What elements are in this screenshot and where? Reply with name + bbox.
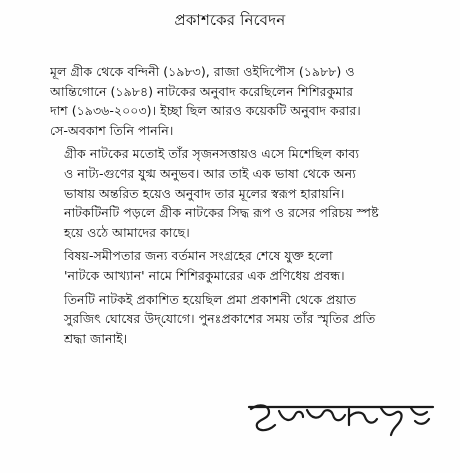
page-title: প্রকাশকের নিবেদন [174,11,286,29]
text-line: ভাষায় অন্তরিত হয়েও অনুবাদ তার মূলের স্বরূপ হারায়নি। [64,185,345,201]
paragraph-2 [50,144,435,242]
text-line: বিষয়-সমীপতার জন্য বর্তমান সংগ্রহের শেষে যুক্ত হলো [64,248,333,264]
paragraph-3 [50,246,435,285]
paragraph-1 [50,62,435,140]
text-line: সুরজিৎ ঘোষের উদ্‌যোগে। পুনঃপ্রকাশের সময় তাঁর স্মৃতির প্রতি [64,311,376,327]
text-line: 'নাটকে আখ্যান' নামে শিশিরকুমারের এক প্রণিধেয় প্রবন্ধ। [64,267,345,283]
text-line: দাশ (১৯৩৬-২০০৩)। ইচ্ছা ছিল আরও কয়েকটি অনুবাদ করার। [50,103,361,119]
signature [245,395,440,443]
text-line: তিনটি নাটকই প্রকাশিত হয়েছিল প্রমা প্রকাশনী থেকে প্রয়াত [64,291,357,307]
text-line: গ্রীক নাটকের মতোই তাঁর সৃজনসত্তায়ও এসে মিশেছিল কাব্য [64,146,360,162]
text-line: শ্রদ্ধা জানাই। [64,330,128,346]
paragraph-4 [50,290,435,349]
text-line: মূল গ্রীক থেকে বন্দিনী (১৯৮৩), রাজা ওইদিপৌস (১৯৮৮) ও [50,64,355,79]
text-line: নাটকটিনটি পড়লে গ্রীক নাটকের সিদ্ধ রূপ ও রসের পরিচয় স্পষ্ট [64,205,379,221]
text-line: আন্তিগোনে (১৯৮৪) নাটকের অনুবাদ করেছিলেন শিশিরকুমার [50,83,353,99]
text-line: ও নাট্য-গুণের যুগ্ম অনুভব। আর তাই এক ভাষা থেকে অন্য [64,165,356,181]
text-line: সে-অবকাশ তিনি পাননি। [50,122,174,138]
document-body [50,62,435,352]
text-line: হয়ে ওঠে আমাদের কাছে। [64,224,190,240]
